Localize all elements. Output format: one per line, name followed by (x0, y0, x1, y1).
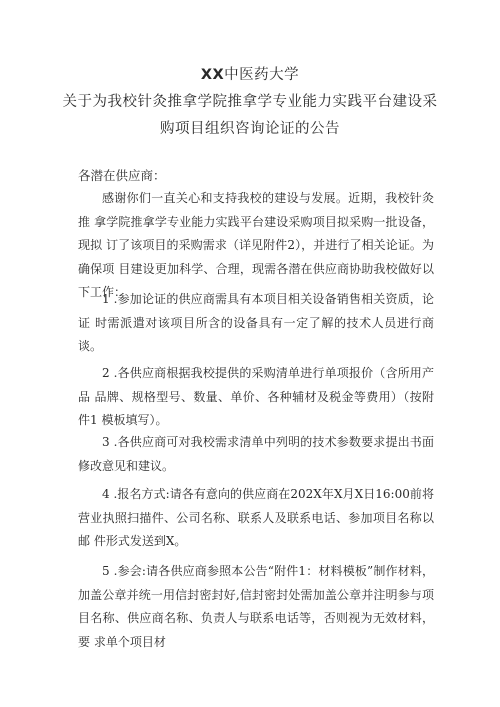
document-title-line-1: 关于为我校针灸推拿学院推拿学专业能力实践平台建设采 (62, 94, 438, 110)
document-title-line-2: 购项目组织咨询论证的公告 (160, 121, 340, 137)
paragraph-item-3: 3 .各供应商可对我校需求清单中列明的技术参数要求提出书面 修改意见和建议。 (78, 435, 434, 473)
paragraph-item-4: 4 .报名方式:请各有意向的供应商在202X年X月X日16:00前将 营业执照扫描件、公司名称、联系人及联系电话、参加项目名称以邮 件形式发送到X。 (78, 487, 434, 549)
salutation: 各潜在供应商： (78, 168, 166, 183)
paragraph-item-1: 1 .参加论证的供应商需具有本项目相关设备销售相关资质，论证 时需派遣对该项目所含的设备具有一定了解的技术人员进行商谈。 (78, 292, 434, 354)
paragraph-item-5: 5 .参会:请各供应商参照本公告“附件1：材料模板”制作材料， 加盖公章并统一用信封密封好,信封密封处需加盖公章并注明参与项 目名称、供应商名称、负责人与联系电话等，否则视为无效材料，要 求单个项目材 (78, 564, 434, 649)
document-title-school (0, 63, 500, 84)
school-prefix: XX (200, 67, 225, 83)
paragraph-item-2: 2 .各供应商根据我校提供的采购清单进行单项报价（含所用产品 品牌、规格型号、数量、单价、各种辅材及税金等费用）（按附件1 模板填写）。 (78, 366, 434, 428)
school-name: 中医药大学 (224, 67, 300, 83)
paragraph-intro: 感谢你们一直关心和支持我校的建设与发展。近期，我校针灸推 拿学院推拿学专业能力实践平台建设采购项目拟采购一批设备，现拟 订了该项目的采购需求（详见附件2），并进行了相关论证。为确保项 目建设更加科学、合理，现需各潜在供应商协助我校做好以下工作： (78, 191, 434, 300)
